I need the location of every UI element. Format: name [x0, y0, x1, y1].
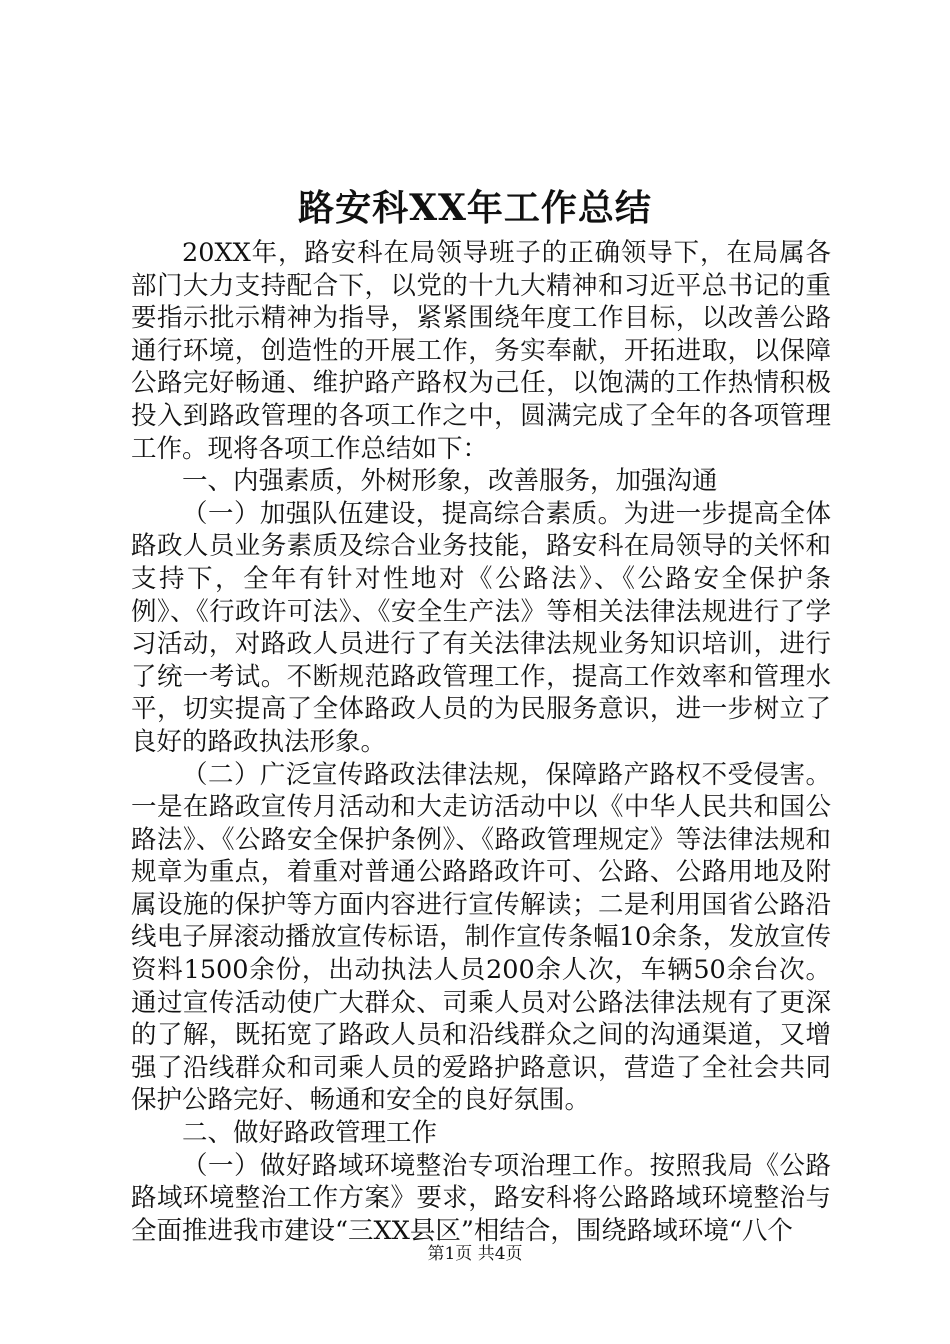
document-title: 路安科XX年工作总结 [298, 187, 652, 229]
page-footer: 第1页 共4页 [427, 1244, 523, 1264]
paragraph-road-environment: （一）做好路域环境整治专项治理工作。按照我局《公路路域环境整治工作方案》要求，路安科将公路路域环境整治与全面推进我市建设“三XX县区”相结合，围绕路域环境“八个 [131, 1150, 831, 1246]
paragraph-intro: 20XX年，路安科在局领导班子的正确领导下，在局属各部门大力支持配合下，以党的十九大精神和习近平总书记的重要指示批示精神为指导，紧紧围绕年度工作目标，以改善公路通行环境，创造性的开展工作，务实奉献，开拓进取，以保障公路完好畅通、维护路产路权为己任，以饱满的工作热情积极投入到路政管理的各项工作之中，圆满完成了全年的各项管理工作。现将各项工作总结如下： [131, 238, 831, 464]
paragraph-team-building: （一）加强队伍建设，提高综合素质。为进一步提高全体路政人员业务素质及综合业务技能，路安科在局领导的关怀和支持下，全年有针对性地对《公路法》、《公路安全保护条例》、《行政许可法》、《安全生产法》等相关法律法规进行了学习活动，对路政人员进行了有关法律法规业务知识培训，进行了统一考试。不断规范路政管理工作，提高工作效率和管理水平，切实提高了全体路政人员的为民服务意识，进一步树立了良好的路政执法形象。 [131, 498, 831, 757]
section-heading-1: 一、内强素质，外树形象，改善服务，加强沟通 [182, 466, 718, 497]
paragraph-publicity: （二）广泛宣传路政法律法规，保障路产路权不受侵害。一是在路政宣传月活动和大走访活动中以《中华人民共和国公路法》、《公路安全保护条例》、《路政管理规定》等法律法规和规章为重点，着重对普通公路路政许可、公路、公路用地及附属设施的保护等方面内容进行宣传解读；二是利用国省公路沿线电子屏滚动播放宣传标语，制作宣传条幅10余条，发放宣传资料1500余份，出动执法人员200余人次，车辆50余台次。通过宣传活动使广大群众、司乘人员对公路法律法规有了更深的了解，既拓宽了路政人员和沿线群众之间的沟通渠道，又增强了沿线群众和司乘人员的爱路护路意识，营造了全社会共同保护公路完好、畅通和安全的良好氛围。 [131, 759, 831, 1116]
document-body [131, 237, 831, 1247]
section-heading-2: 二、做好路政管理工作 [182, 1118, 438, 1149]
